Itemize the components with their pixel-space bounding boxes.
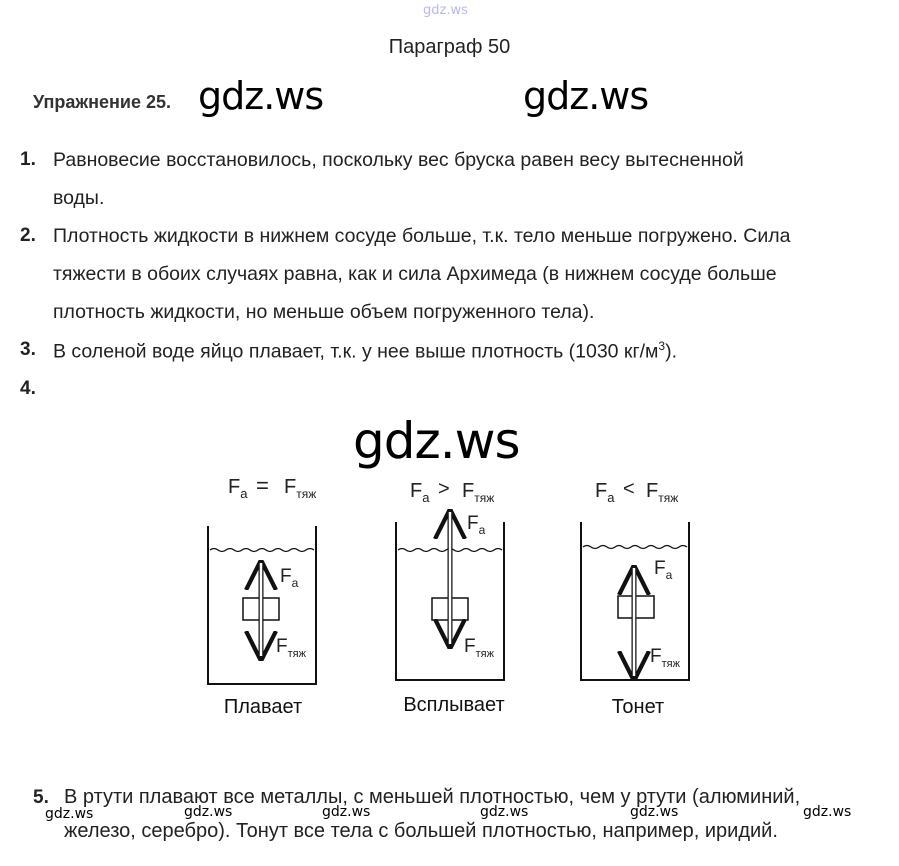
relation-sign: = xyxy=(256,473,269,498)
label-fg: $F_{тяж}$ xyxy=(650,646,680,670)
caption-floats: Плавает xyxy=(223,696,303,718)
force-label-fa: $F_a$ xyxy=(595,480,615,505)
water-surface xyxy=(583,546,687,549)
force-label-fg: $F_{тяж}$ xyxy=(284,476,317,501)
watermark: gdz.ws xyxy=(184,804,233,820)
relation-sign: > xyxy=(438,478,450,500)
caption-sinks: Тонет xyxy=(611,696,665,718)
watermark: gdz.ws xyxy=(523,74,649,118)
label-fa: $F_a$ xyxy=(467,513,486,537)
superscript: 3 xyxy=(658,339,666,353)
panel-rises xyxy=(396,478,504,680)
item-text-line: воды. xyxy=(53,187,105,209)
label-fa: $F_a$ xyxy=(654,558,673,582)
item-text-line: Равновесие восстановилось, поскольку вес бруска равен весу вытесненной xyxy=(53,149,744,171)
watermark: gdz.ws xyxy=(45,806,94,822)
page-heading: Параграф 50 xyxy=(388,36,511,58)
item-text-line: В ртути плавают все металлы, с меньшей плотностью, чем у ртути (алюминий, xyxy=(64,786,801,808)
item-text-line: плотность жидкости, но меньше объем погруженного тела). xyxy=(53,301,595,323)
force-label-fg: $F_{тяж}$ xyxy=(462,480,495,505)
watermark: gdz.ws xyxy=(198,74,324,118)
watermark: gdz.ws xyxy=(630,804,679,820)
item-text: В соленой воде яйцо плавает, т.к. у нее выше плотность (1030 кг/м xyxy=(53,340,659,363)
panel-sinks xyxy=(581,478,689,680)
label-fg: $F_{тяж}$ xyxy=(464,636,494,660)
force-label-fg: $F_{тяж}$ xyxy=(646,480,679,505)
item-text-tail: ). xyxy=(665,340,678,363)
water-surface xyxy=(210,549,314,552)
item-text-line: Плотность жидкости в нижнем сосуде больше, т.к. тело меньше погружено. Сила xyxy=(53,225,791,247)
panel-floats xyxy=(208,473,316,684)
watermark: gdz.ws xyxy=(803,804,852,820)
item-number: 1. xyxy=(20,149,36,170)
watermark-top: gdz.ws xyxy=(423,3,468,18)
force-label-fa: $F_a$ xyxy=(410,480,430,505)
exercise-title: Упражнение 25. xyxy=(33,92,172,112)
watermark: gdz.ws xyxy=(322,804,371,820)
item-number: 5. xyxy=(33,787,49,808)
item-number: 4. xyxy=(20,378,36,399)
relation-sign: < xyxy=(623,478,635,500)
item-text-line: тяжести в обоих случаях равна, как и сила Архимеда (в нижнем сосуде больше xyxy=(53,263,777,285)
item-text-line: железо, серебро). Тонут все тела с большей плотностью, например, иридий. xyxy=(64,820,778,842)
label-fa: $F_a$ xyxy=(280,566,299,590)
force-label-fa: $F_a$ xyxy=(228,476,248,501)
item-number: 3. xyxy=(20,339,36,360)
caption-rises: Всплывает xyxy=(403,694,505,716)
watermark: gdz.ws xyxy=(480,804,529,820)
item-number: 2. xyxy=(20,225,36,246)
watermark: gdz.ws xyxy=(353,412,520,470)
label-fg: $F_{тяж}$ xyxy=(276,636,306,660)
